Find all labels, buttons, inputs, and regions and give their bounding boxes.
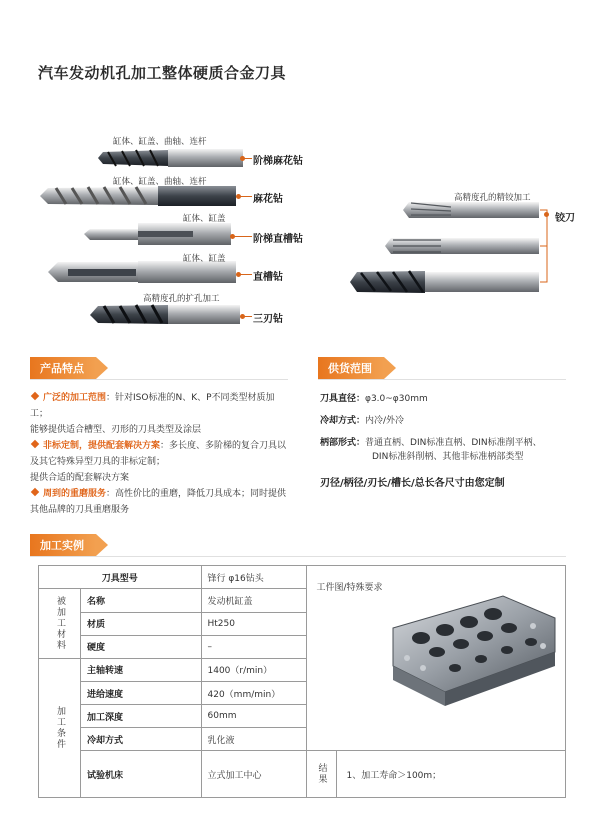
tool-name-step-straight-flute-drill: 阶梯直槽钻 — [253, 234, 303, 245]
workpiece-drawing-label: 工件图/特殊要求 — [316, 583, 383, 593]
diamond-bullet-icon — [31, 488, 39, 496]
supply-cooling — [320, 414, 404, 428]
example-section-header — [30, 534, 108, 556]
feature-item — [30, 390, 292, 438]
straight-flute-drill-image — [48, 261, 236, 283]
name-label: 名称 — [81, 589, 202, 613]
supply-shank-value-2: DIN标准斜削柄、其他非标准柄部类型 — [372, 452, 524, 462]
reamer-image-3 — [350, 271, 539, 293]
tool-name-three-flute-drill: 三刃钻 — [253, 314, 283, 325]
reamer-application-label: 高精度孔的精铰加工 — [454, 193, 531, 203]
tab-arrow-shape — [96, 357, 108, 379]
feature-highlight: 广泛的加工范围 — [43, 393, 107, 403]
supply-shank-label: 柄部形式： — [320, 438, 366, 448]
tool-application-label: 缸体、缸盖 — [183, 214, 226, 224]
reamer-illustrations — [345, 190, 550, 300]
condition-group-label: 加工条件 — [39, 658, 81, 798]
example-heading: 加工实例 — [30, 534, 96, 556]
feature-highlight: 非标定制，提供配套解决方案 — [43, 441, 161, 451]
feature-item — [30, 438, 292, 486]
diamond-bullet-icon — [31, 392, 39, 400]
reamer-image-2 — [385, 238, 539, 254]
section-divider — [30, 379, 288, 380]
workpiece-cell — [306, 566, 566, 751]
features-heading: 产品特点 — [30, 357, 96, 379]
feature-item — [30, 486, 292, 518]
hardness-value: – — [201, 635, 306, 658]
depth-label: 加工深度 — [81, 705, 202, 728]
machining-example-table — [38, 565, 566, 798]
supply-diameter-value: φ3.0~φ30mm — [365, 394, 428, 404]
model-label: 刀具型号 — [39, 566, 202, 589]
features-section-header — [30, 357, 108, 379]
machine-value: 立式加工中心 — [201, 751, 306, 798]
tool-name-straight-flute-drill: 直槽钻 — [253, 272, 283, 283]
tool-name-step-twist-drill: 阶梯麻花钻 — [253, 156, 303, 167]
leader-dot — [236, 194, 241, 199]
feature-text: ：多长度、多阶梯的复合刀具以及其它特殊异型刀具的非标定制； — [30, 441, 287, 467]
result-cell — [306, 751, 566, 798]
cooling-value: 乳化液 — [201, 728, 306, 751]
leader-dot — [230, 234, 235, 239]
feature-text-extra: 能够提供适合槽型、刃形的刀具类型及涂层 — [30, 425, 202, 435]
step-straight-flute-drill-image — [84, 223, 231, 245]
leader-dot — [236, 272, 241, 277]
cooling-label: 冷却方式 — [81, 728, 202, 751]
name-value: 发动机缸盖 — [201, 589, 306, 613]
supply-cooling-label: 冷却方式： — [320, 416, 366, 426]
feature-text: ：高性价比的重磨，降低刀具成本；同时提供其他品牌的刀具重磨服务 — [30, 489, 287, 515]
depth-value: 60mm — [201, 705, 306, 728]
tool-application-label: 高精度孔的扩孔加工 — [143, 294, 220, 304]
table-row — [39, 566, 566, 589]
section-divider — [318, 379, 566, 380]
material-group-label: 被加工材料 — [39, 589, 81, 659]
tab-arrow-shape — [384, 357, 396, 379]
leader-dot — [544, 212, 549, 217]
supply-cooling-value: 内冷/外冷 — [365, 416, 405, 426]
result-label: 结果 — [307, 751, 337, 797]
tool-application-label: 缸体、缸盖 — [183, 254, 226, 264]
leader-dot — [240, 156, 245, 161]
result-value: 1、加工寿命＞100m； — [346, 770, 442, 781]
leader-line — [234, 236, 252, 237]
supply-section-header — [318, 357, 396, 379]
feed-label: 进给速度 — [81, 682, 202, 705]
speed-label: 主轴转速 — [81, 658, 202, 682]
tab-arrow-shape — [96, 534, 108, 556]
supply-diameter-label: 刀具直径： — [320, 394, 366, 404]
supply-shank — [320, 436, 570, 464]
feed-value: 420（mm/min） — [201, 682, 306, 705]
material-label: 材质 — [81, 612, 202, 635]
model-value: 锋行 φ16钻头 — [201, 566, 306, 589]
reamer-image-1 — [403, 202, 539, 218]
supply-shank-value: 普通直柄、DIN标准直柄、DIN标准削平柄、 — [365, 438, 542, 448]
machine-label: 试验机床 — [81, 751, 202, 798]
twist-drill-image — [40, 186, 236, 206]
custom-size-note: 刃径/柄径/刃长/槽长/总长各尺寸由您定制 — [320, 478, 505, 489]
leader-dot — [240, 314, 245, 319]
feature-highlight: 周到的重磨服务 — [43, 489, 107, 499]
step-twist-drill-image — [98, 149, 243, 167]
feature-text-extra: 提供合适的配套解决方案 — [30, 473, 130, 483]
leader-line — [240, 274, 252, 275]
tool-name-reamer: 铰刀 — [555, 213, 575, 224]
section-divider — [30, 556, 566, 557]
tool-application-label: 缸体、缸盖、曲轴、连杆 — [113, 177, 207, 187]
diamond-bullet-icon — [31, 440, 39, 448]
leader-line — [244, 158, 252, 159]
feature-text: ：针对ISO标准的N、K、P不同类型材质加工； — [30, 393, 275, 419]
features-list — [30, 390, 292, 518]
three-flute-drill-image — [90, 305, 240, 324]
material-value: Ht250 — [201, 612, 306, 635]
leader-line — [240, 196, 252, 197]
supply-diameter — [320, 392, 428, 406]
cylinder-head-image — [383, 588, 563, 712]
page-title: 汽车发动机孔加工整体硬质合金刀具 — [38, 64, 287, 82]
tool-application-label: 缸体、缸盖、曲轴、连杆 — [113, 137, 207, 147]
hardness-label: 硬度 — [81, 635, 202, 658]
supply-heading: 供货范围 — [318, 357, 384, 379]
tool-name-twist-drill: 麻花钻 — [253, 194, 283, 205]
speed-value: 1400（r/min） — [201, 658, 306, 682]
leader-line — [244, 316, 252, 317]
table-row — [39, 751, 566, 798]
